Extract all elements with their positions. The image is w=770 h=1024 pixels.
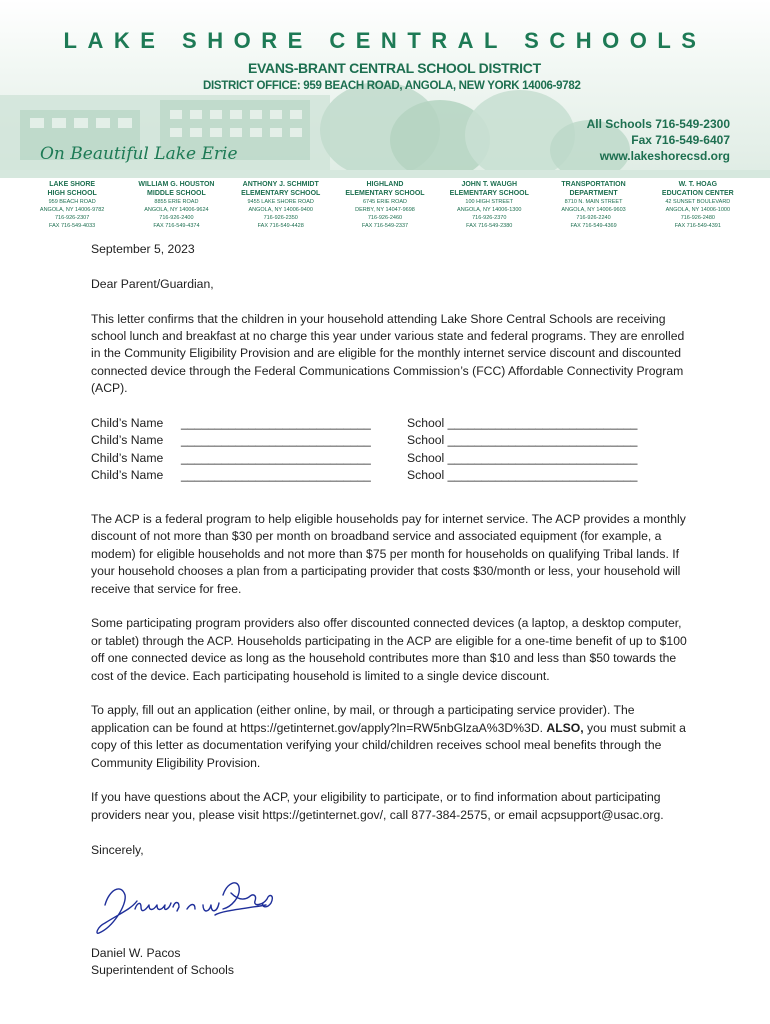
campus-name: LAKE SHORE <box>49 181 96 188</box>
campus-city: ANGOLA, NY 14006-9400 <box>248 207 313 213</box>
campus-name: ELEMENTARY SCHOOL <box>241 190 321 197</box>
campus-fax: FAX 716-549-4369 <box>570 223 617 229</box>
letter-date: September 5, 2023 <box>91 242 195 256</box>
salutation: Dear Parent/Guardian, <box>91 276 214 291</box>
campus-entry <box>130 180 222 238</box>
contact-block <box>587 116 730 164</box>
child-name-blank[interactable]: ____________________________ <box>181 468 371 483</box>
campus-city: ANGOLA, NY 14006-9603 <box>561 207 626 213</box>
campus-name: EDUCATION CENTER <box>661 190 734 197</box>
school-blank[interactable]: School ____________________________ <box>407 433 638 448</box>
website: www.lakeshorecsd.org <box>599 149 730 163</box>
campus-entry <box>235 180 327 238</box>
fax-number: Fax 716-549-6407 <box>631 133 730 147</box>
campus-entry <box>652 180 744 238</box>
apply-paragraph <box>91 702 691 772</box>
campus-address: 959 BEACH ROAD <box>48 199 96 205</box>
campus-name: ANTHONY J. SCHMIDT <box>242 181 319 188</box>
campus-city: ANGOLA, NY 14006-1000 <box>665 207 731 213</box>
questions-paragraph: If you have questions about the ACP, your eligibility to participate, or to find information about participating providers near you, please visit https://getinternet.gov/, call 877-384-2575, or email acpsupport@usac.org. <box>91 790 664 822</box>
campus-phone: 716-926-2240 <box>576 215 611 221</box>
also-emphasis: ALSO, <box>546 720 584 735</box>
school-blank[interactable]: School ____________________________ <box>407 416 638 431</box>
child-name-label: Child’s Name <box>91 433 164 448</box>
school-blank[interactable]: School ____________________________ <box>407 468 638 483</box>
campus-city: ANGOLA, NY 14006-9782 <box>39 207 105 213</box>
campus-photo-banner <box>0 0 770 178</box>
campus-name: W. T. HOAG <box>678 181 718 188</box>
campus-phone: 716-926-2370 <box>472 215 507 221</box>
campus-address: 9455 LAKE SHORE ROAD <box>247 199 314 205</box>
district-brand-title: LAKE SHORE CENTRAL SCHOOLS <box>63 28 707 53</box>
campus-name: WILLIAM G. HOUSTON <box>138 181 215 188</box>
tagline: On Beautiful Lake Erie <box>40 144 238 164</box>
school-blank[interactable]: School ____________________________ <box>407 450 638 465</box>
district-office-address: DISTRICT OFFICE: 959 BEACH ROAD, ANGOLA, NEW YORK 14006-9782 <box>203 80 581 92</box>
campus-phone: 716-926-2460 <box>367 215 403 221</box>
acp-paragraph: The ACP is a federal program to help eligible households pay for internet service. The ACP provides a monthly discount of not more than $30 per month on broadband service and associated equipment (for example, a modem) for eligible households and not more than $75 per month for households on qualifying Tribal lands. If your household chooses a plan from a participating provider that costs $30/month or less, your household will receive that service for free. <box>91 512 686 596</box>
child-name-label: Child’s Name <box>91 468 164 483</box>
child-row <box>91 415 651 432</box>
campus-city: ANGOLA, NY 14006-1300 <box>457 207 522 213</box>
campus-name: TRANSPORTATION <box>561 181 626 188</box>
district-name: EVANS-BRANT CENTRAL SCHOOL DISTRICT <box>248 60 541 76</box>
campus-name: HIGH SCHOOL <box>47 190 97 197</box>
campus-fax: FAX 716-549-4374 <box>153 223 200 229</box>
campus-name: ELEMENTARY SCHOOL <box>449 190 529 197</box>
letter-body <box>91 241 691 980</box>
campus-name: ELEMENTARY SCHOOL <box>345 190 425 197</box>
child-name-label: Child’s Name <box>91 416 164 431</box>
campus-address: 8855 ERIE ROAD <box>154 199 199 205</box>
campus-entry <box>339 180 431 238</box>
campus-fax: FAX 716-549-4391 <box>674 223 721 229</box>
campus-fax: FAX 716-549-4033 <box>49 223 96 229</box>
campus-name: HIGHLAND <box>366 181 404 188</box>
campus-name: MIDDLE SCHOOL <box>147 190 206 197</box>
campus-fax: FAX 716-549-2337 <box>361 223 409 229</box>
child-row <box>91 450 651 467</box>
campus-directory <box>0 180 770 238</box>
campus-city: ANGOLA, NY 14006-9624 <box>144 207 209 213</box>
child-name-blank[interactable]: ____________________________ <box>181 416 371 431</box>
apply-text: To apply, fill out an application (either online, by mail, or through a participating service provider). The application can be found at https://getinternet.gov/apply?ln=RW5nbGlzaA%3D%3D. <box>91 703 635 735</box>
child-info-blanks <box>91 415 691 485</box>
campus-address: 100 HIGH STREET <box>465 199 514 205</box>
child-row <box>91 432 651 449</box>
campus-phone: 716-926-2480 <box>680 215 715 221</box>
campus-name: JOHN T. WAUGH <box>461 181 518 188</box>
campus-address: 42 SUNSET BOULEVARD <box>665 199 731 205</box>
phone-number: All Schools 716-549-2300 <box>586 117 730 131</box>
signer-name: Daniel W. Pacos <box>91 946 181 961</box>
campus-fax: FAX 716-549-4428 <box>257 223 304 229</box>
campus-city: DERBY, NY 14047-9698 <box>355 207 415 213</box>
signer-title: Superintendent of Schools <box>91 963 234 978</box>
campus-entry <box>443 180 535 238</box>
intro-paragraph: This letter confirms that the children in your household attending Lake Shore Central Schools are receiving school lunch and breakfast at no charge this year under various state and federal programs. They are enrolled in the Community Eligibility Provision and are eligible for the monthly internet service discount and discounted connected device through the Federal Communications Commission’s (FCC) Affordable Connectivity Program (ACP). <box>91 311 685 396</box>
campus-name: DEPARTMENT <box>569 190 618 197</box>
child-name-blank[interactable]: ____________________________ <box>181 433 371 448</box>
campus-phone: 716-926-2307 <box>55 215 90 221</box>
campus-entry <box>26 180 118 238</box>
child-row <box>91 467 651 484</box>
letterhead <box>0 0 770 240</box>
apply-text-cont: you must submit a copy of this letter as documentation verifying your child/children receives school meal benefits through the Community Eligibility Provision. <box>91 720 686 770</box>
campus-entry <box>548 180 640 238</box>
closing: Sincerely, <box>91 842 144 857</box>
devices-paragraph: Some participating program providers also offer discounted connected devices (a laptop, a desktop computer, or tablet) through the ACP. Households participating in the ACP are eligible for a one-time benefit of up to $100 off one connected device as long as the household contributes more than $10 and less than $50 towards the cost of the device. Each participating household is limited to a single device discount. <box>91 616 687 683</box>
campus-phone: 716-926-2400 <box>159 215 194 221</box>
child-name-blank[interactable]: ____________________________ <box>181 450 371 465</box>
campus-phone: 716-926-2350 <box>263 215 298 221</box>
campus-fax: FAX 716-549-2380 <box>466 223 513 229</box>
superintendent-signature <box>91 865 281 945</box>
campus-address: 8710 N. MAIN STREET <box>564 199 623 205</box>
campus-address: 6745 ERIE ROAD <box>362 199 407 205</box>
child-name-label: Child’s Name <box>91 450 164 465</box>
